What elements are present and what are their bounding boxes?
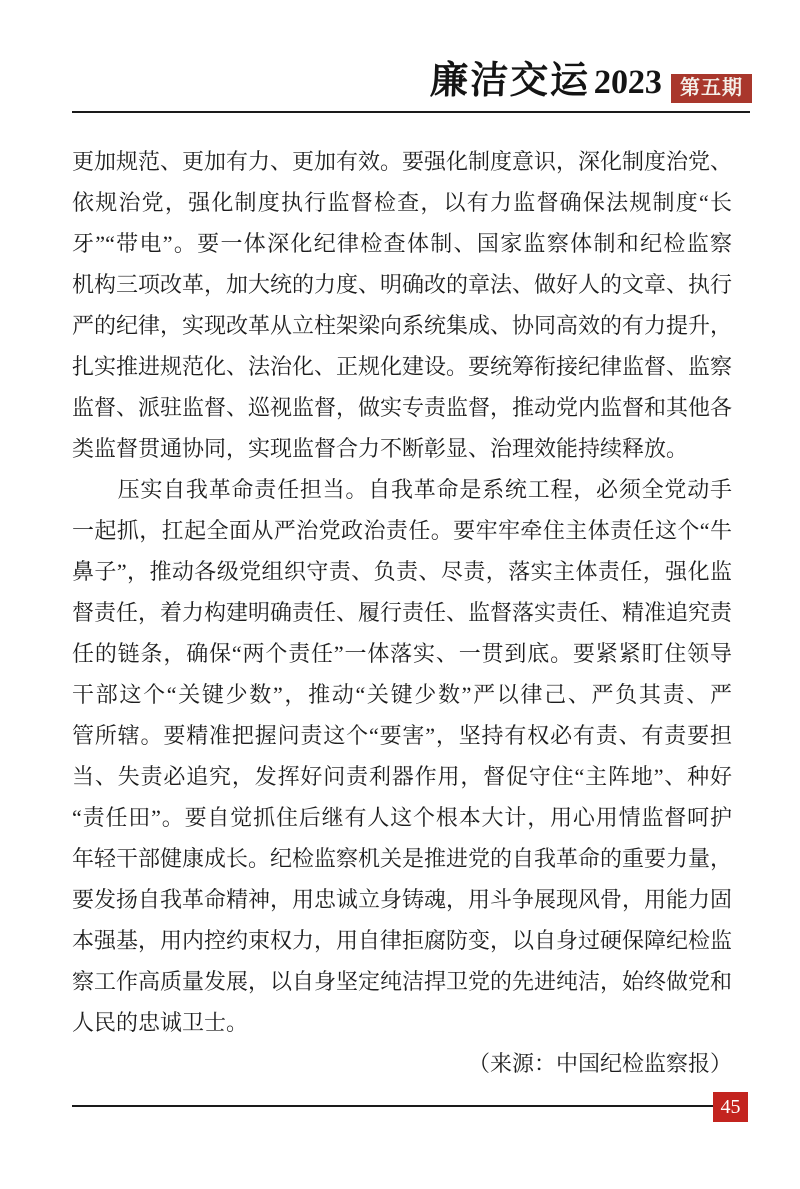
masthead-title — [429, 60, 663, 104]
text-line: 当、失责必追究，发挥好问责利器作用，督促守住“主阵地”、种好 — [72, 764, 732, 789]
text-line: 类监督贯通协同，实现监督合力不断彰显、治理效能持续释放。 — [72, 436, 689, 461]
text-line: 察工作高质量发展，以自身坚定纯洁捍卫党的先进纯洁，始终做党和 — [72, 969, 732, 994]
text-line: 监督、派驻监督、巡视监督，做实专责监督，推动党内监督和其他各 — [72, 395, 732, 420]
text-line: 督责任，着力构建明确责任、履行责任、监督落实责任、精准追究责 — [72, 600, 732, 625]
text-line: 鼻子”，推动各级党组织守责、负责、尽责，落实主体责任，强化监 — [72, 559, 732, 584]
text-line: 严的纪律，实现改革从立柱架梁向系统集成、协同高效的有力提升， — [72, 313, 732, 338]
text-line: 年轻干部健康成长。纪检监察机关是推进党的自我革命的重要力量， — [72, 846, 732, 871]
text-line: 管所辖。要精准把握问责这个“要害”，坚持有权必有责、有责要担 — [72, 723, 732, 748]
source-line: （来源：中国纪检监察报） — [467, 1051, 732, 1076]
text-line: 依规治党，强化制度执行监督检查，以有力监督确保法规制度“长 — [72, 190, 732, 215]
text-line: 要发扬自我革命精神，用忠诚立身铸魂，用斗争展现风骨，用能力固 — [72, 887, 732, 912]
text-line: 牙”“带电”。要一体深化纪律检查体制、国家监察体制和纪检监察 — [72, 231, 732, 256]
masthead-title-text: 廉洁交运 — [429, 60, 591, 102]
header-rule — [72, 111, 750, 113]
masthead-year: 2023 — [593, 64, 663, 101]
text-line: 本强基，用内控约束权力，用自律拒腐防变，以自身过硬保障纪检监 — [72, 928, 732, 953]
text-line: 扎实推进规范化、法治化、正规化建设。要统筹衔接纪律监督、监察 — [72, 354, 732, 379]
article-body — [72, 141, 732, 1084]
text-line: 人民的忠诚卫士。 — [72, 1010, 249, 1035]
footer-rule — [72, 1105, 713, 1107]
text-line: 干部这个“关键少数”，推动“关键少数”严以律己、严负其责、严 — [72, 682, 732, 707]
text-line: 任的链条，确保“两个责任”一体落实、一贯到底。要紧紧盯住领导 — [72, 641, 732, 666]
page-number-badge: 45 — [713, 1092, 748, 1122]
text-line: 机构三项改革，加大统的力度、明确改的章法、做好人的文章、执行 — [72, 272, 732, 297]
text-line: 压实自我革命责任担当。自我革命是系统工程，必须全党动手 — [72, 477, 732, 502]
masthead — [430, 60, 752, 104]
text-line: 更加规范、更加有力、更加有效。要强化制度意识，深化制度治党、 — [72, 149, 732, 174]
text-line: “责任田”。要自觉抓住后继有人这个根本大计，用心用情监督呵护 — [72, 805, 732, 830]
text-line: 一起抓，扛起全面从严治党政治责任。要牢牢牵住主体责任这个“牛 — [72, 518, 732, 543]
issue-badge: 第五期 — [671, 74, 752, 103]
